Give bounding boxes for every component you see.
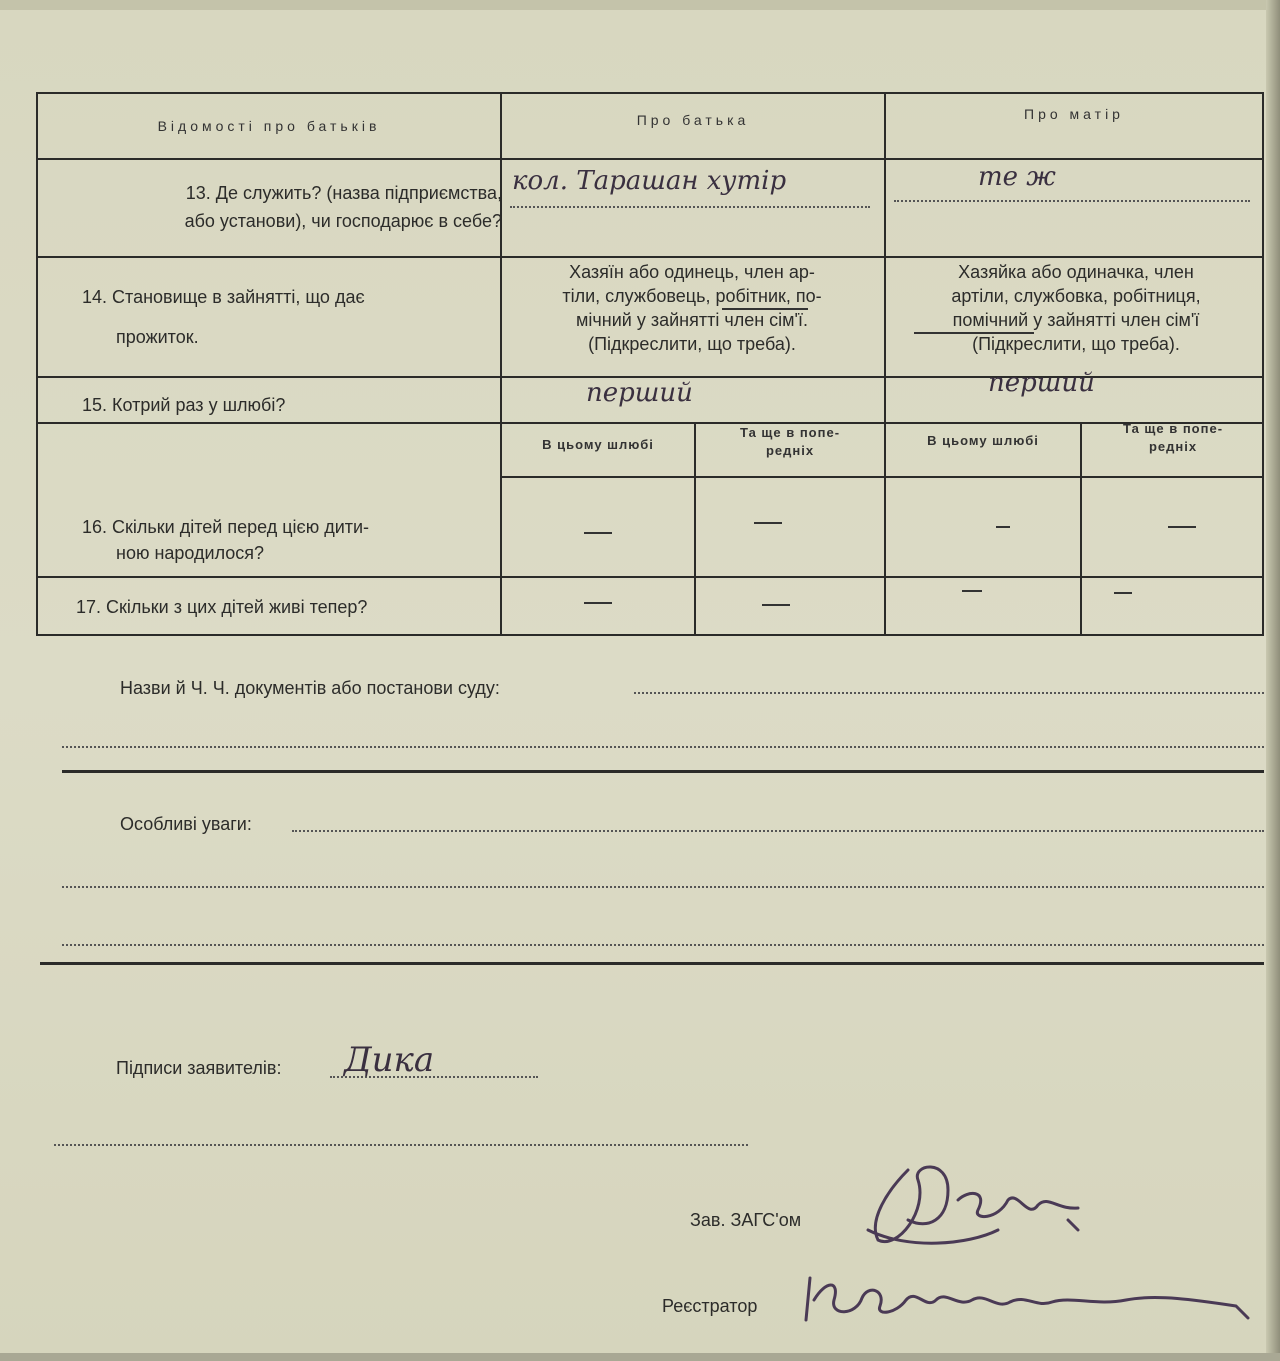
mother-opt-line4: (Підкреслити, що треба).: [972, 334, 1180, 354]
row15-question: 15. Котрий раз у шлюбі?: [82, 395, 286, 415]
row-divider-15: [38, 422, 1262, 424]
row16-mother-this-value: [996, 526, 1010, 528]
mother-underline-helper: [914, 332, 1034, 334]
registry-head-label: Зав. ЗАГС'ом: [690, 1210, 802, 1230]
subcol-divider-father: [694, 424, 696, 634]
parents-info-table: [36, 92, 1264, 636]
row14-question-line2: прожиток.: [116, 327, 199, 347]
documents-line-1: [634, 692, 1264, 694]
row17-mother-prev-value: [1114, 592, 1132, 594]
row-divider-16-subheader: [502, 476, 1262, 478]
row13-mother-line: [894, 200, 1250, 202]
subcol-divider-mother: [1080, 424, 1082, 634]
applicants-signature-line-2: [54, 1144, 748, 1146]
remarks-line-3: [62, 944, 1264, 946]
father-opt-line4: (Підкреслити, що треба).: [588, 334, 796, 354]
row16-mother-prev-value: [1168, 526, 1196, 528]
row13-question-line2: або установи), чи господарює в себе?: [184, 211, 502, 231]
mother-subheader-previous: [1084, 420, 1262, 456]
row-divider-header: [38, 158, 1262, 160]
documents-separator: [62, 770, 1264, 773]
mother-opt-line1: Хазяйка або одиначка, член: [958, 262, 1194, 282]
row13-question-line1: 13. Де служить? (назва підприємства,: [185, 183, 502, 203]
row14-father-options: [508, 260, 876, 356]
mother-subheader-prev-line1: Та ще в попе-: [1122, 421, 1224, 436]
header-parents-info: Відомості про батьків: [157, 118, 381, 134]
registrar-signature: [796, 1260, 1256, 1330]
father-opt-line3: мічний у зайнятті член сім'ї.: [576, 310, 808, 330]
col-divider-1: [500, 94, 502, 634]
mother-opt-line3: помічний у зайнятті член сім'ї: [952, 310, 1200, 330]
remarks-line-2: [62, 886, 1264, 888]
father-opt-line1: Хазяїн або одинець, член ар-: [569, 262, 815, 282]
row13-mother-answer: те ж: [978, 162, 1056, 192]
row17-father-prev-value: [762, 604, 790, 606]
father-subheader-prev-line1: Та ще в попе-: [739, 425, 841, 440]
page-bottom-edge: [0, 1353, 1280, 1361]
remarks-line-1: [292, 830, 1264, 832]
documents-label: Назви й Ч. Ч. документів або постанови суду:: [120, 678, 500, 698]
row-divider-13: [38, 256, 1262, 258]
remarks-separator: [40, 962, 1264, 965]
page-top-edge: [0, 0, 1280, 10]
applicants-signature: Дика: [344, 1040, 435, 1080]
father-opt-line2: тіли, службовець, робітник, по-: [562, 286, 822, 306]
row14-mother-options: [890, 260, 1262, 356]
col-divider-2: [884, 94, 886, 634]
father-subheader-previous: [698, 424, 882, 460]
father-underline-worker: [722, 308, 808, 310]
mother-subheader-prev-line2: редніх: [1148, 439, 1198, 454]
row16-father-prev-value: [754, 522, 782, 524]
mother-subheader-this-marriage: В цьому шлюбі: [927, 433, 1039, 448]
header-father: Про батька: [636, 112, 750, 128]
header-mother: Про матір: [1024, 106, 1124, 122]
row17-mother-this-value: [962, 590, 982, 592]
page-binding-edge: [1266, 0, 1280, 1361]
remarks-label: Особливі уваги:: [120, 814, 252, 834]
row13-father-line: [510, 206, 870, 208]
father-subheader-prev-line2: редніх: [765, 443, 815, 458]
documents-line-2: [62, 746, 1264, 748]
row13-father-answer: кол. Тарашан хутір: [512, 166, 787, 196]
row16-question-line2: ною народилося?: [116, 543, 265, 563]
row17-father-this-value: [584, 602, 612, 604]
row15-mother-answer: перший: [988, 368, 1095, 398]
applicants-signature-label: Підписи заявителів:: [116, 1058, 282, 1078]
row16-father-this-value: [584, 532, 612, 534]
row17-question: 17. Скільки з цих дітей живі тепер?: [76, 597, 368, 617]
row16-question-line1: 16. Скільки дітей перед цією дити-: [82, 517, 370, 537]
row14-question-line1: 14. Становище в зайнятті, що дає: [82, 287, 365, 307]
father-subheader-this-marriage: В цьому шлюбі: [542, 437, 654, 452]
row15-father-answer: перший: [586, 378, 693, 408]
mother-opt-line2: артіли, службовка, робітниця,: [951, 286, 1201, 306]
registry-head-signature: [848, 1150, 1098, 1260]
row-divider-16: [38, 576, 1262, 578]
registrar-label: Реєстратор: [662, 1296, 758, 1316]
